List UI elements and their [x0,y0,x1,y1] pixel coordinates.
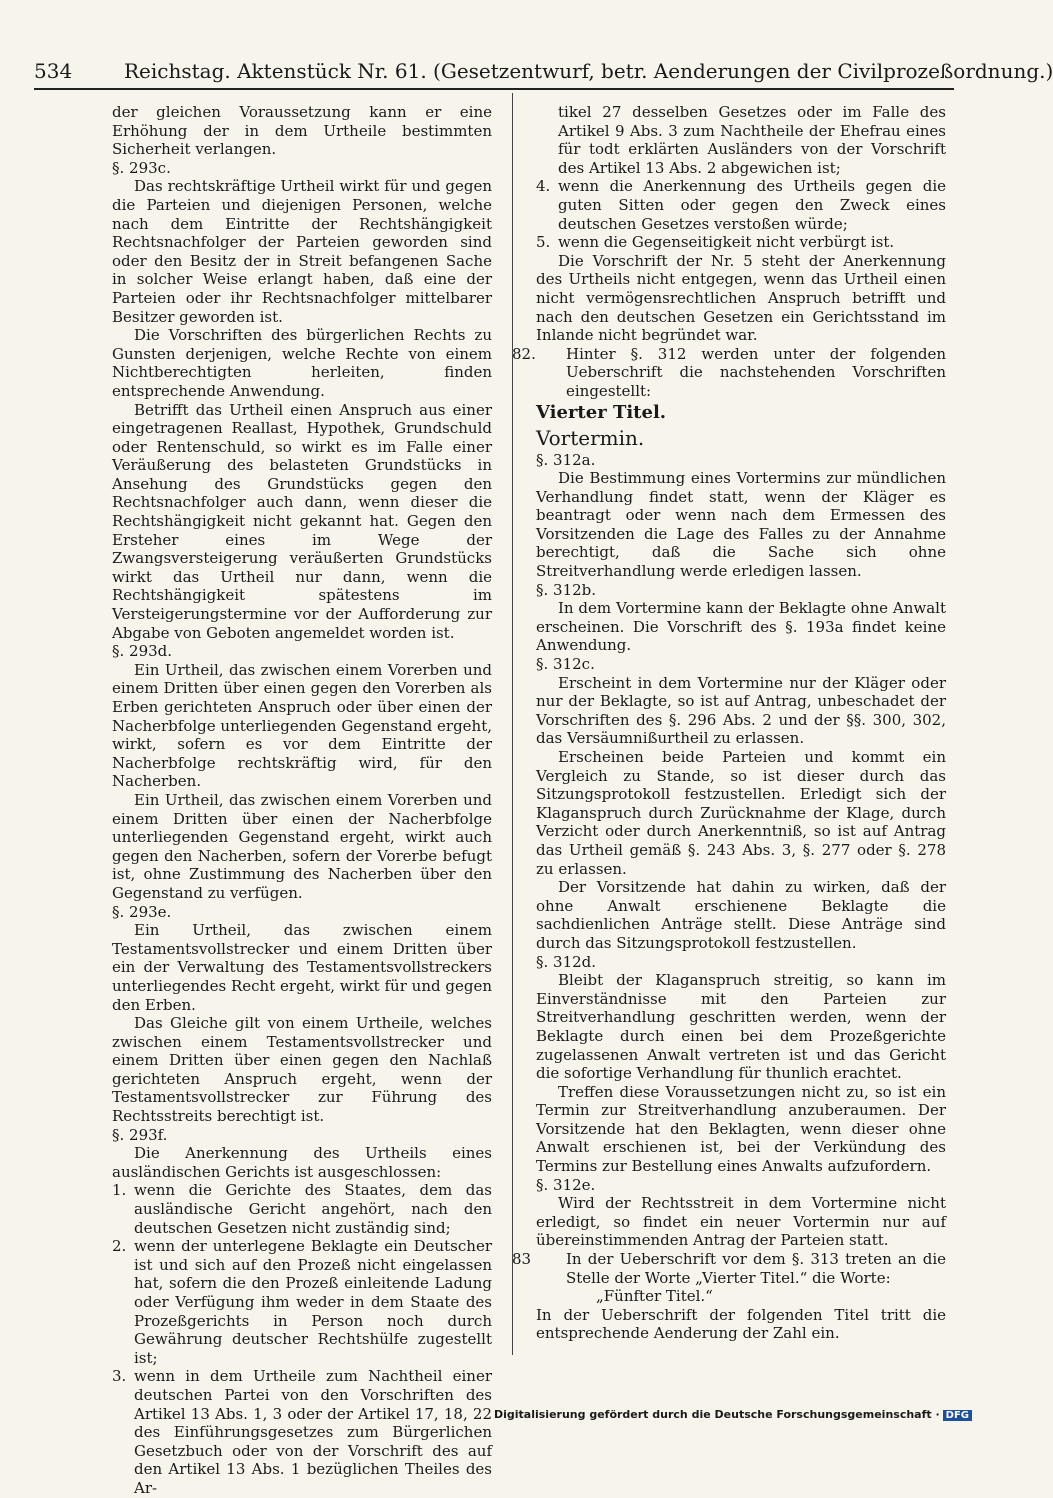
paragraph: Die Anerkennung des Urtheils eines ausländischen Gerichts ist ausgeschlossen: [112,1144,492,1181]
paragraph: Das rechtskräftige Urtheil wirkt für und gegen die Parteien und diejenigen Personen, welche nach dem Eintritte der Rechtshängigkeit Rechtsnachfolger der Parteien geworden sind oder den Besitz der in Streit befangenen Sache in solcher Weise erlangt haben, daß eine der Parteien oder ihr Rechtsnachfolger mittelbarer Besitzer geworden ist. [112,177,492,326]
list-number: 2. [112,1237,127,1256]
page-header [34,56,1053,86]
quoted-title: „Fünfter Titel.“ [596,1287,713,1306]
list-text: wenn die Gegenseitigkeit nicht verbürgt ist. [558,233,895,252]
paragraph: Ein Urtheil, das zwischen einem Testamentsvollstrecker und einem Dritten über ein der Verwaltung des Testamentsvollstreckers unterliegendes Recht ergeht, wirkt für und gegen den Erben. [112,921,492,1014]
paragraph: In dem Vortermine kann der Beklagte ohne Anwalt erscheinen. Die Vorschrift des §. 193a findet keine Anwendung. [536,599,946,655]
left-column [112,103,493,1497]
digitization-credit [494,1408,972,1421]
paragraph: Erscheint in dem Vortermine nur der Kläger oder nur der Beklagte, so ist auf Antrag, unbeschadet der Vorschriften des §. 296 Abs. 2 und der §§. 300, 302, das Versäumnißurtheil zu erlassen. [536,673,946,748]
list-text: tikel 27 desselben Gesetzes oder im Falle des Artikel 9 Abs. 3 zum Nachtheile der Ehefrau eines für todt erklärten Ausländers von der Vorschrift des Artikel 13 Abs. 2 abgewichen ist; [558,103,946,177]
list-number: 5. [536,233,551,252]
list-number: 3. [112,1367,127,1386]
header-rule [34,88,954,90]
section-heading: §. 293d. [112,642,173,661]
chapter-title: Vierter Titel. [536,401,667,423]
paragraph: Ein Urtheil, das zwischen einem Vorerben und einem Dritten über einen der Nacherbfolge unterliegenden Gegenstand ergeht, wirkt auch gegen den Nacherben, sofern der Vorerbe befugt ist, ohne Zustimmung des Nacherben über den Gegenstand zu verfügen. [112,790,492,902]
page-header-title: Reichstag. Aktenstück Nr. 61. (Gesetzentwurf, betr. Aenderungen der Civilprozeßordnung.) [124,59,1053,83]
paragraph: Ein Urtheil, das zwischen einem Vorerben und einem Dritten über einen gegen den Vorerben als Erben gerichteten Anspruch oder über einen der Nacherbfolge unterliegenden Gegenstand ergeht, wirkt, sofern es vor dem Eintritte der Nacherbfolge rechtskräftig wird, für den Nacherben. [112,660,493,791]
paragraph: Wird der Rechtsstreit in dem Vortermine nicht erledigt, so findet ein neuer Vortermin nur auf übereinstimmenden Antrag der Parteien statt. [536,1194,946,1250]
paragraph: Treffen diese Voraussetzungen nicht zu, so ist ein Termin zur Streitverhandlung anzuberaumen. Der Vorsitzende hat den Beklagten, wenn dieser ohne Anwalt erschienen ist, bei der Verkündung des Termins zur Bestellung eines Anwalts aufzufordern. [536,1082,946,1176]
list-item [536,233,946,252]
paragraph: Das Gleiche gilt von einem Urtheile, welches zwischen einem Testamentsvollstrecker und einem Dritten über einen gegen den Nachlaß gerichteten Anspruch ergeht, wenn der Testamentsvollstrecker zur Führung des Rechtsstreits berechtigt ist. [112,1014,492,1126]
paragraph: Erscheinen beide Parteien und kommt ein Vergleich zu Stande, so ist dieser durch das Sitzungsprotokoll festzustellen. Erledigt sich der Klaganspruch durch Zurücknahme der Klage, durch Verzicht oder durch Anerkenntniß, so ist auf Antrag das Urtheil gemäß §. 243 Abs. 3, §. 277 oder §. 278 zu erlassen. [536,748,946,878]
paragraph: Die Vorschriften des bürgerlichen Rechts zu Gunsten derjenigen, welche Rechte von einem Nichtberechtigten herleiten, finden entsprechende Anwendung. [112,326,492,400]
section-heading: §. 312a. [536,450,596,469]
amendment-number: 82. [512,344,536,363]
amendment-number: 83 [512,1250,532,1269]
list-text: wenn der unterlegene Beklagte ein Deutscher ist und sich auf den Prozeß nicht eingelassen hat, sofern die den Prozeß einleitende Ladung oder Verfügung ihm weder in dem Staate des Prozeßgerichts in Person noch durch Gewährung deutscher Rechtshülfe zugestellt ist; [134,1237,492,1367]
amendment-text: Hinter §. 312 werden unter der folgenden Ueberschrift die nachstehenden Vorschriften eingestellt: [566,344,946,400]
list-item [112,1367,492,1497]
credit-text: Digitalisierung gefördert durch die Deutsche Forschungsgemeinschaft · [493,1408,940,1421]
section-heading: §. 312e. [536,1175,596,1194]
amendment-text: In der Ueberschrift vor dem §. 313 treten an die Stelle der Worte „Vierter Titel.“ die Worte: [566,1250,946,1287]
list-text: wenn die Anerkennung des Urtheils gegen die guten Sitten oder gegen den Zweck eines deutschen Gesetzes verstoßen würde; [558,177,946,233]
column-divider [512,93,513,1355]
paragraph: Die Bestimmung eines Vortermins zur mündlichen Verhandlung findet statt, wenn der Kläger es beantragt oder wenn nach dem Ermessen des Vorsitzenden die Lage des Falles zu der Annahme berechtigt, daß die Sache sich ohne Streitverhandlung werde erledigen lassen. [536,469,946,581]
paragraph: Die Vorschrift der Nr. 5 steht der Anerkennung des Urtheils nicht entgegen, wenn das Urtheil einen nicht vermögensrechtlichen Anspruch betrifft und nach den deutschen Gesetzen ein Gerichtsstand im Inlande nicht begründet war. [536,251,946,345]
section-heading: §. 312d. [536,952,597,971]
list-item [536,177,946,233]
paragraph: Betrifft das Urtheil einen Anspruch aus einer eingetragenen Reallast, Hypothek, Grundschuld oder Rentenschuld, so wirkt es im Falle einer Veräußerung des belasteten Grundstücks in Ansehung des Grundstücks gegen den Rechtsnachfolger auch dann, wenn dieser die Rechtshängigkeit nicht gekannt hat. Gegen den Ersteher eines im Wege der Zwangsversteigerung veräußerten Grundstücks wirkt das Urtheil nur dann, wenn die Rechtshängigkeit spätestens im Versteigerungstermine vor der Aufforderung zur Abgabe von Geboten angemeldet worden ist. [112,400,492,642]
section-heading: §. 312c. [536,655,595,674]
list-item [112,1181,492,1237]
dfg-logo: DFG [943,1410,972,1421]
paragraph: Bleibt der Klaganspruch streitig, so kann im Einverständnisse mit den Parteien zur Streitverhandlung geschritten werden, wenn der Beklagte durch einen bei dem Prozeßgerichte zugelassenen Anwalt vertreten ist und das Gericht die sofortige Verhandlung für thunlich erachtet. [536,971,946,1083]
chapter-subtitle: Vortermin. [536,425,645,450]
right-column [512,103,946,1353]
list-item [112,1237,492,1367]
list-text: wenn in dem Urtheile zum Nachtheil einer deutschen Partei von den Vorschriften des Artikel 13 Abs. 1, 3 oder der Artikel 17, 18, 22 des Einführungsgesetzes zum Bürgerlichen Gesetzbuch oder von der Vorschrift des auf den Artikel 13 Abs. 1 bezüglichen Theiles des Ar- [134,1367,492,1497]
list-number: 4. [536,177,551,196]
numbered-amendment [512,344,946,401]
list-number: 1. [112,1181,127,1200]
page-number: 534 [34,59,73,83]
numbered-amendment [512,1250,946,1287]
paragraph: Der Vorsitzende hat dahin zu wirken, daß der ohne Anwalt erschienene Beklagte die sachdienlichen Anträge stellt. Diese Anträge sind durch das Sitzungsprotokoll festzustellen. [536,878,946,952]
paragraph: In der Ueberschrift der folgenden Titel tritt die entsprechende Aenderung der Zahl ein. [536,1305,946,1343]
section-heading: §. 293c. [112,158,171,177]
section-heading: §. 312b. [536,580,597,599]
paragraph: der gleichen Voraussetzung kann er eine Erhöhung der in dem Urtheile bestimmten Sicherheit verlangen. [112,103,492,159]
section-heading: §. 293f. [112,1125,168,1144]
list-continuation [536,103,946,177]
list-text: wenn die Gerichte des Staates, dem das ausländische Gericht angehört, nach den deutschen Gesetzen nicht zuständig sind; [134,1181,492,1237]
section-heading: §. 293e. [112,902,172,921]
